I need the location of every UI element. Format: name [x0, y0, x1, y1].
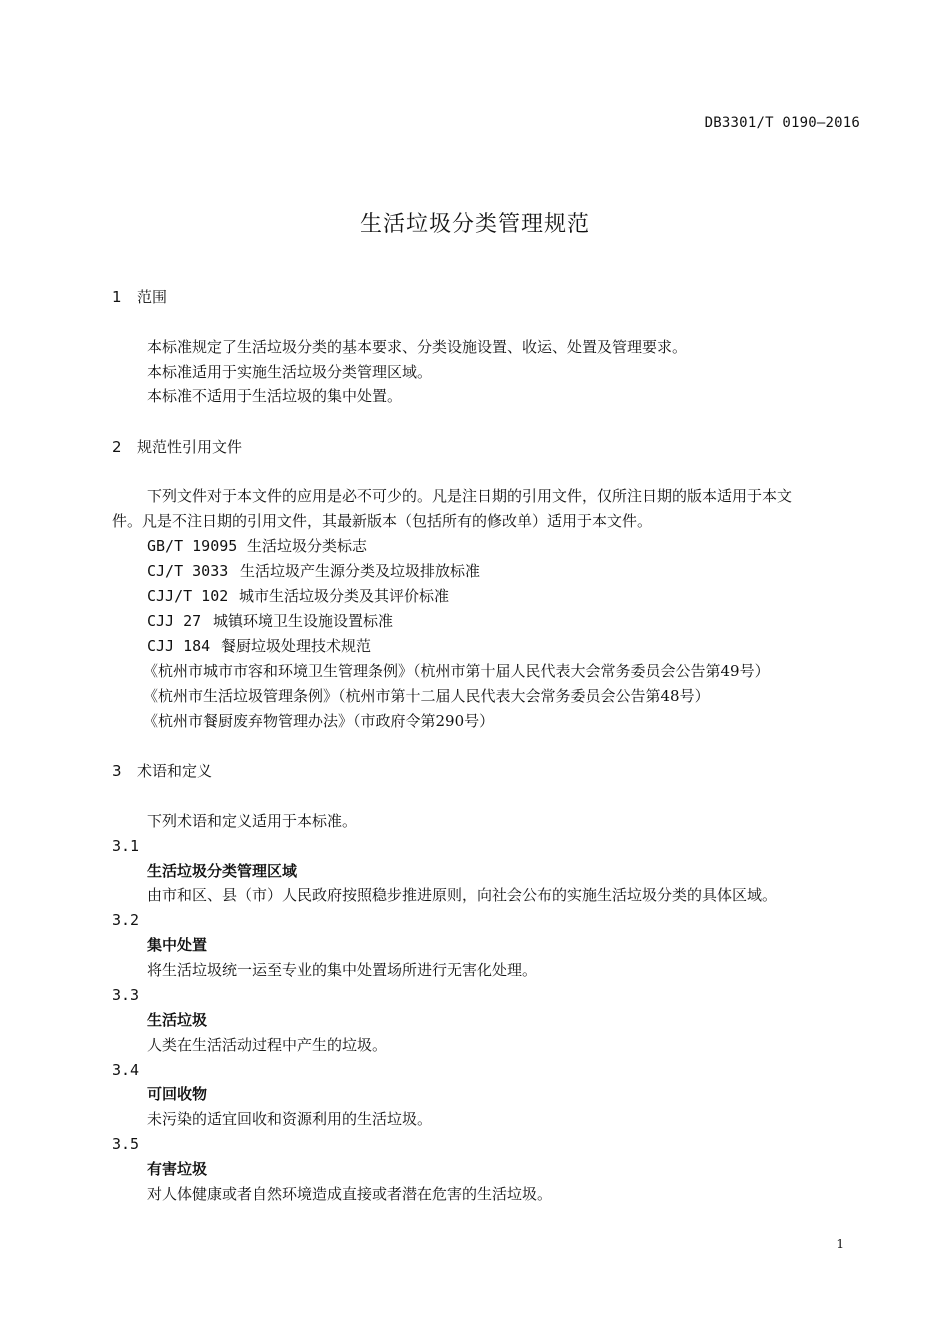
reference-title: 城镇环境卫生设施设置标准	[213, 612, 394, 630]
document-code: DB3301/T 0190—2016	[704, 115, 860, 131]
term-definition: 将生活垃圾统一运至专业的集中处置场所进行无害化处理。	[147, 961, 538, 979]
reference-title: 生活垃圾产生源分类及垃圾排放标准	[240, 562, 481, 580]
term-definition: 对人体健康或者自然环境造成直接或者潜在危害的生活垃圾。	[147, 1185, 553, 1203]
paragraph: 下列文件对于本文件的应用是必不可少的。凡是注日期的引用文件，仅所注日期的版本适用于本文	[147, 487, 793, 505]
paragraph: 本标准适用于实施生活垃圾分类管理区域。	[147, 363, 433, 381]
section-3-heading	[112, 761, 212, 781]
section-title: 术语和定义	[137, 762, 213, 780]
term-name: 可回收物	[147, 1085, 208, 1103]
term-number: 3.4	[112, 1061, 140, 1079]
term-name: 生活垃圾	[147, 1011, 208, 1029]
paragraph: 本标准不适用于生活垃圾的集中处置。	[147, 387, 403, 405]
regulation-item: 《杭州市生活垃圾管理条例》（杭州市第十二届人民代表大会常务委员会公告第48号）	[143, 687, 710, 705]
section-2-heading	[112, 437, 242, 457]
document-title: 生活垃圾分类管理规范	[359, 212, 590, 237]
section-title: 范围	[137, 288, 168, 306]
term-definition: 人类在生活活动过程中产生的垃圾。	[147, 1036, 388, 1054]
paragraph: 本标准规定了生活垃圾分类的基本要求、分类设施设置、收运、处置及管理要求。	[147, 338, 688, 356]
reference-title: 城市生活垃圾分类及其评价标准	[239, 587, 450, 605]
reference-title: 餐厨垃圾处理技术规范	[221, 637, 372, 655]
term-definition: 未污染的适宜回收和资源利用的生活垃圾。	[147, 1110, 433, 1128]
section-1-heading	[112, 287, 167, 307]
section-title: 规范性引用文件	[137, 438, 243, 456]
reference-item	[147, 536, 367, 556]
term-name: 集中处置	[147, 936, 208, 954]
reference-code: CJJ/T 102	[147, 587, 229, 605]
section-number: 3	[112, 762, 122, 780]
term-name: 有害垃圾	[147, 1160, 208, 1178]
page-number: 1	[836, 1237, 844, 1251]
section-number: 2	[112, 438, 122, 456]
reference-item	[147, 561, 480, 581]
reference-title: 生活垃圾分类标志	[247, 537, 368, 555]
paragraph: 件。凡是不注日期的引用文件，其最新版本（包括所有的修改单）适用于本文件。	[112, 512, 653, 530]
section-number: 1	[112, 288, 122, 306]
term-definition: 由市和区、县（市）人民政府按照稳步推进原则，向社会公布的实施生活垃圾分类的具体区域。	[147, 886, 778, 904]
paragraph: 下列术语和定义适用于本标准。	[147, 812, 358, 830]
reference-code: CJJ 27	[147, 612, 202, 630]
term-number: 3.2	[112, 911, 140, 929]
reference-code: GB/T 19095	[147, 537, 238, 555]
reference-code: CJJ 184	[147, 637, 211, 655]
reference-item	[147, 636, 371, 656]
term-name: 生活垃圾分类管理区域	[147, 862, 298, 880]
reference-item	[147, 611, 393, 631]
term-number: 3.5	[112, 1135, 140, 1153]
reference-item	[147, 586, 449, 606]
regulation-item: 《杭州市城市市容和环境卫生管理条例》（杭州市第十届人民代表大会常务委员会公告第49号）	[143, 662, 770, 680]
regulation-item: 《杭州市餐厨废弃物管理办法》（市政府令第290号）	[143, 712, 495, 730]
reference-code: CJ/T 3033	[147, 562, 229, 580]
term-number: 3.1	[112, 837, 140, 855]
term-number: 3.3	[112, 986, 140, 1004]
